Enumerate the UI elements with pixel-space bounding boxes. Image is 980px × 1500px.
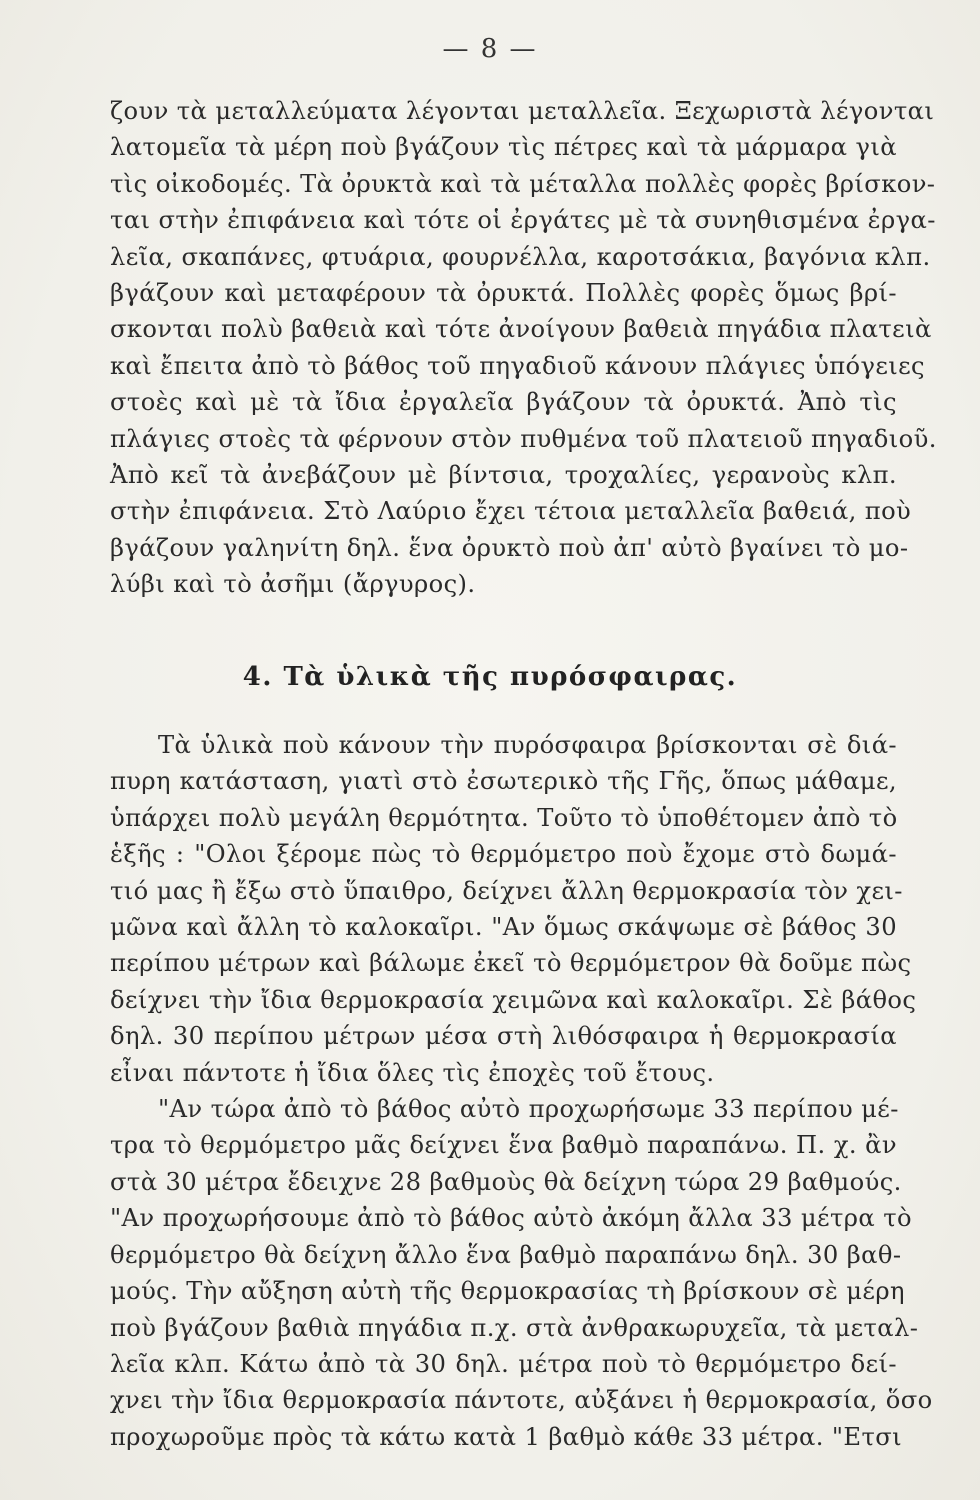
text-line: "Αν προχωρήσουμε ἀπὸ τὸ βάθος αὐτὸ ἀκόμη ἄλλα 33 μέτρα τὸ	[110, 1204, 912, 1233]
text-line: χνει τὴν ἴδια θερμοκρασία πάντοτε, αὐξάνει ἡ θερμοκρασία, ὅσο	[110, 1386, 933, 1415]
text-line: λεῖα κλπ. Κάτω ἀπὸ τὰ 30 δηλ. μέτρα ποὺ τὸ θερμόμετρο δεί-	[110, 1349, 897, 1378]
text-line: ζουν τὰ μεταλλεύματα λέγονται μεταλλεῖα. Ξεχωριστὰ λέγονται	[110, 97, 935, 125]
text-line: λύβι καὶ τὸ ἀσῆμι (ἄργυρος).	[110, 570, 476, 599]
text-line: ὑπάρχει πολὺ μεγάλη θερμότητα. Τοῦτο τὸ ὑποθέτομεν ἀπὸ τὸ	[110, 803, 898, 832]
text-line: τιό μας ἢ ἔξω στὸ ὕπαιθρο, δείχνει ἄλλη θερμοκρασία τὸν χει-	[110, 876, 903, 905]
text-line: βγάζουν καὶ μεταφέρουν τὰ ὀρυκτά. Πολλὲς φορὲς ὅμως βρί-	[110, 279, 897, 308]
text-line: λεῖα, σκαπάνες, φτυάρια, φουρνέλλα, καροτσάκια, βαγόνια κλπ.	[110, 242, 931, 271]
text-line: Ἀπὸ κεῖ τὰ ἀνεβάζουν μὲ βίντσια, τροχαλίες, γερανοὺς κλπ.	[110, 461, 897, 490]
text-line: ἑξῆς : "Ολοι ξέρομε πὼς τὸ θερμόμετρο ποὺ ἔχομε στὸ δωμά-	[110, 840, 897, 869]
text-line: προχωροῦμε πρὸς τὰ κάτω κατὰ 1 βαθμὸ κάθε 33 μέτρα. "Ετσι	[110, 1422, 903, 1451]
text-line: δηλ. 30 περίπου μέτρων μέσα στὴ λιθόσφαιρα ἡ θερμοκρασία	[110, 1022, 897, 1051]
text-line: "Αν τώρα ἀπὸ τὸ βάθος αὐτὸ προχωρήσωμε 33 περίπου μέ-	[158, 1095, 899, 1124]
text-line: δείχνει τὴν ἴδια θερμοκρασία χειμῶνα καὶ καλοκαῖρι. Σὲ βάθος	[110, 985, 917, 1014]
text-line: καὶ ἔπειτα ἀπὸ τὸ βάθος τοῦ πηγαδιοῦ κάνουν πλάγιες ὑπόγειες	[110, 351, 926, 380]
text-line: βγάζουν γαληνίτη δηλ. ἕνα ὀρυκτὸ ποὺ ἀπ' αὐτὸ βγαίνει τὸ μο-	[110, 533, 909, 562]
text-line: θερμόμετρο θὰ δείχνη ἄλλο ἕνα βαθμὸ παραπάνω δηλ. 30 βαθ-	[110, 1240, 902, 1269]
text-line: πλάγιες στοὲς τὰ φέρνουν στὸν πυθμένα τοῦ πλατειοῦ πηγαδιοῦ.	[110, 424, 937, 453]
text-line: στοὲς καὶ μὲ τὰ ἴδια ἐργαλεῖα βγάζουν τὰ ὀρυκτά. Ἀπὸ τὶς	[110, 388, 897, 417]
section-heading: 4. Τὰ ὑλικὰ τῆς πυρόσφαιρας.	[242, 662, 738, 692]
text-line: στὰ 30 μέτρα ἔδειχνε 28 βαθμοὺς θὰ δείχνη τώρα 29 βαθμούς.	[110, 1167, 902, 1196]
paragraph-2	[110, 727, 933, 1455]
text-line: τὶς οἰκοδομές. Τὰ ὀρυκτὰ καὶ τὰ μέταλλα πολλὲς φορὲς βρίσκον-	[110, 169, 936, 198]
text-line: μούς. Τὴν αὔξηση αὐτὴ τῆς θερμοκρασίας τὴ βρίσκουν σὲ μέρη	[110, 1277, 905, 1306]
text-line: μῶνα καὶ ἄλλη τὸ καλοκαῖρι. "Αν ὅμως σκάψωμε σὲ βάθος 30	[110, 913, 897, 942]
text-line: εἶναι πάντοτε ἡ ἴδια ὅλες τὶς ἐποχὲς τοῦ ἔτους.	[110, 1058, 715, 1087]
text-line: λατομεῖα τὰ μέρη ποὺ βγάζουν τὶς πέτρες καὶ τὰ μάρμαρα γιὰ	[110, 133, 897, 162]
text-line: τρα τὸ θερμόμετρο μᾶς δείχνει ἕνα βαθμὸ παραπάνω. Π. χ. ἂν	[110, 1131, 897, 1160]
paragraph-1	[110, 93, 937, 603]
text-line: στὴν ἐπιφάνεια. Στὸ Λαύριο ἔχει τέτοια μεταλλεῖα βαθειά, ποὺ	[110, 497, 912, 526]
text-line: περίπου μέτρων καὶ βάλωμε ἐκεῖ τὸ θερμόμετρον θὰ δοῦμε πὼς	[110, 949, 912, 978]
page-number: — 8 —	[442, 34, 538, 64]
text-line: Τὰ ὑλικὰ ποὺ κάνουν τὴν πυρόσφαιρα βρίσκονται σὲ διά-	[158, 731, 897, 759]
text-line: σκονται πολὺ βαθειὰ καὶ τότε ἀνοίγουν βαθειὰ πηγάδια πλατειὰ	[110, 315, 932, 344]
text-line: ται στὴν ἐπιφάνεια καὶ τότε οἱ ἐργάτες μὲ τὰ συνηθισμένα ἐργα-	[110, 206, 936, 235]
text-line: ποὺ βγάζουν βαθιὰ πηγάδια π.χ. στὰ ἀνθρακωρυχεῖα, τὰ μεταλ-	[110, 1313, 919, 1342]
text-line: πυρη κατάσταση, γιατὶ στὸ ἐσωτερικὸ τῆς Γῆς, ὅπως μάθαμε,	[110, 767, 897, 796]
